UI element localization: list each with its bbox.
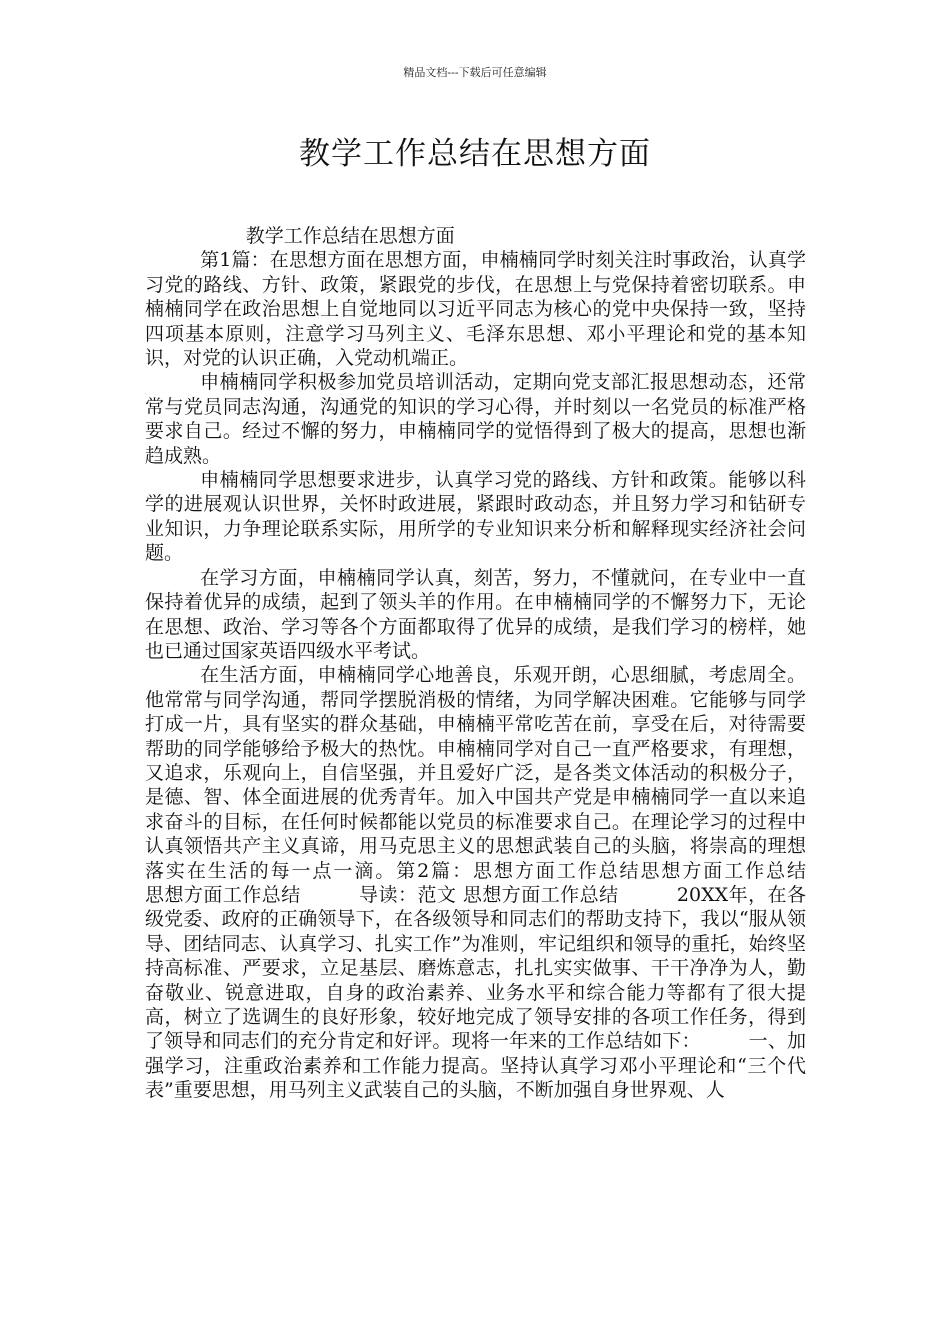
- paragraph-3: 申楠楠同学思想要求进步，认真学习党的路线、方针和政策。能够以科学的进展观认识世界，关怀时政进展，紧跟时政动态，并且努力学习和钻研专业知识，力争理论联系实际，用所学的专业知识来分析和解释现实经济社会问题。: [145, 469, 806, 565]
- paragraph-4: 在学习方面，申楠楠同学认真，刻苦，努力，不懂就问，在专业中一直保持着优异的成绩，起到了领头羊的作用。在申楠楠同学的不懈努力下，无论在思想、政治、学习等各个方面都取得了优异的成绩，是我们学习的榜样，她也已通过国家英语四级水平考试。: [145, 566, 806, 662]
- paragraph-2: 申楠楠同学积极参加党员培训活动，定期向党支部汇报思想动态，还常常与党员同志沟通，沟通党的知识的学习心得，并时刻以一名党员的标准严格要求自己。经过不懈的努力，申楠楠同学的觉悟得到了极大的提高，思想也渐趋成熟。: [145, 371, 806, 467]
- document-subtitle: 教学工作总结在思想方面: [245, 225, 455, 247]
- paragraph-5: 在生活方面，申楠楠同学心地善良，乐观开朗，心思细腻，考虑周全。他常常与同学沟通，帮同学摆脱消极的情绪，为同学解决困难。它能够与同学打成一片，具有坚实的群众基础，申楠楠平常吃苦在前，享受在后，对待需要帮助的同学能够给予极大的热忱。申楠楠同学对自己一直严格要求，有理想，又追求，乐观向上，自信坚强，并且爱好广泛，是各类文体活动的积极分子，是德、智、体全面进展的优秀青年。加入中国共产党是申楠楠同学一直以来追求奋斗的目标，在任何时候都能以党员的标准要求自己。在理论学习的过程中认真领悟共产主义真谛，用马克思主义的思想武装自己的头脑，将崇高的理想落实在生活的每一点一滴。第2篇：思想方面工作总结思想方面工作总结 思想方面工作总结 导读：范文 思想方面工作总结 20XX年，在各级党委、政府的正确领导下，在各级领导和同志们的帮助支持下，我以“服从领导、团结同志、认真学习、扎实工作”为准则，牢记组织和领导的重托，始终坚持高标准、严要求，立足基层、磨炼意志，扎扎实实做事、干干净净为人，勤奋敬业、锐意进取，自身的政治素养、业务水平和综合能力等都有了很大提高，树立了选调生的良好形象，较好地完成了领导安排的各项工作任务，得到了领导和同志们的充分肯定和好评。现将一年来的工作总结如下： 一、加强学习，注重政治素养和工作能力提高。坚持认真学习邓小平理论和“三个代表”重要思想，用马列主义武装自己的头脑，不断加强自身世界观、人: [145, 664, 864, 1102]
- document-body: [145, 224, 864, 1103]
- header-note: 精品文档---下载后可任意编辑: [403, 66, 547, 79]
- document-title: 教学工作总结在思想方面: [299, 136, 651, 172]
- paragraph-1: 第1篇：在思想方面在思想方面，申楠楠同学时刻关注时事政治，认真学习党的路线、方针、政策，紧跟党的步伐，在思想上与党保持着密切联系。申楠楠同学在政治思想上自觉地同以习近平同志为核心的党中央保持一致，坚持四项基本原则，注意学习马列主义、毛泽东思想、邓小平理论和党的基本知识，对党的认识正确，入党动机端正。: [145, 249, 806, 370]
